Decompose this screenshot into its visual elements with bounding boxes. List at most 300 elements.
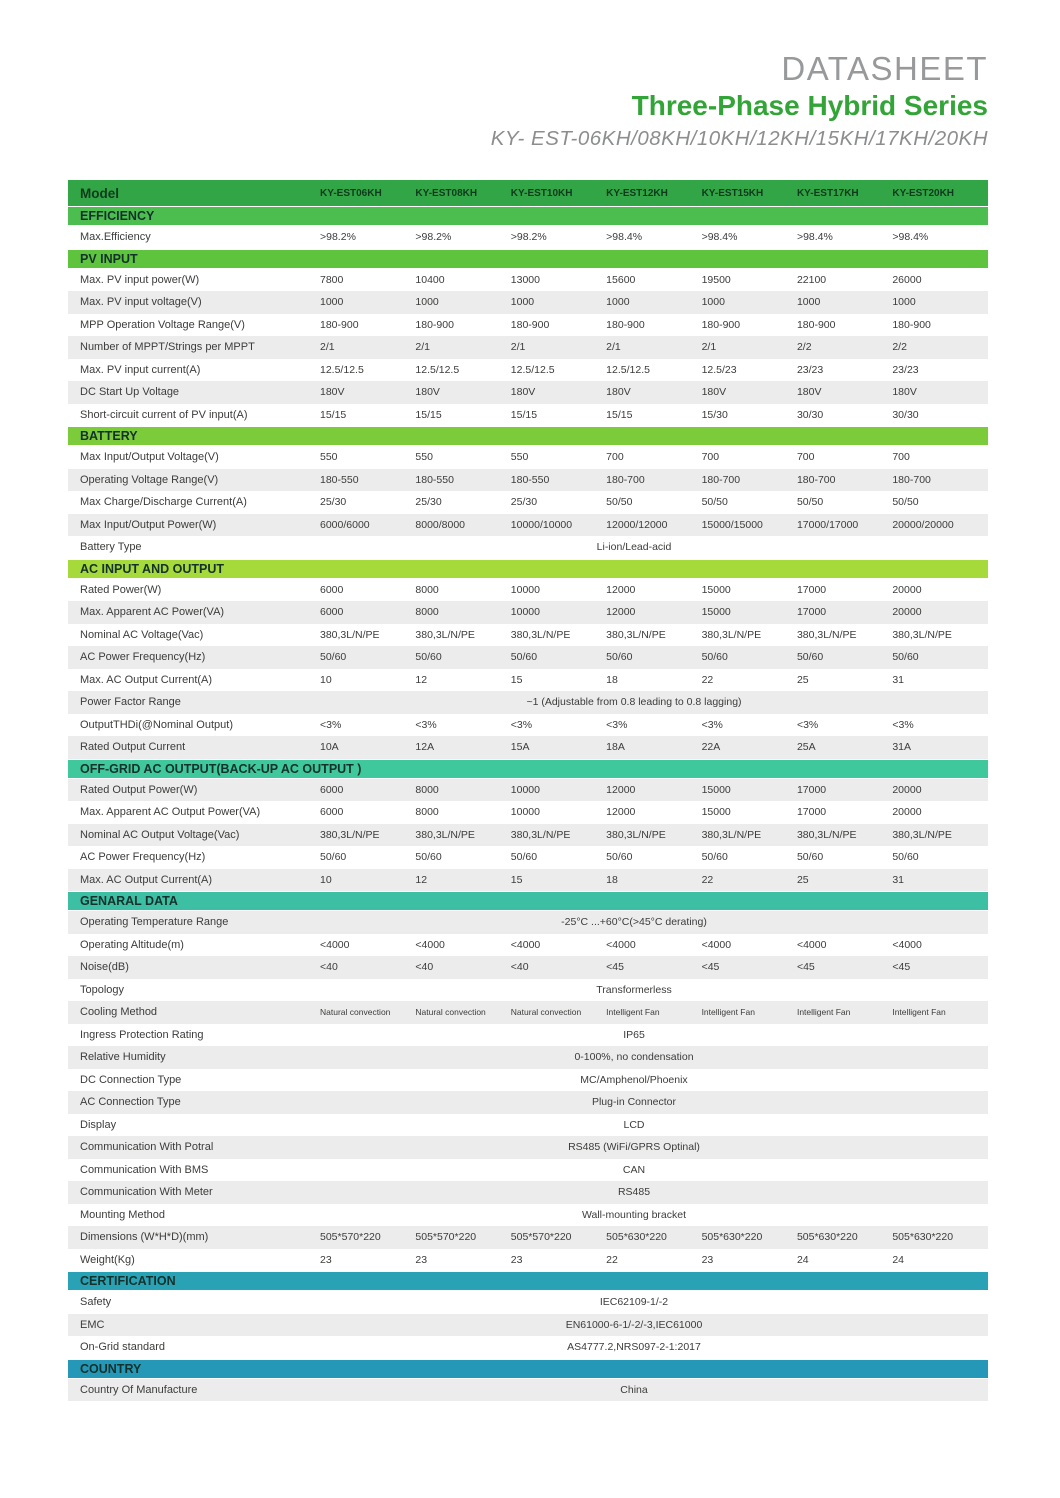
- spec-value: 50/60: [415, 651, 442, 664]
- spec-label: Communication With Potral: [80, 1141, 214, 1154]
- spec-value: 180-900: [510, 318, 550, 331]
- spec-span-value: IP65: [623, 1028, 645, 1041]
- spec-value: 50/60: [701, 651, 728, 664]
- spec-label: Short-circuit current of PV input(A): [80, 408, 248, 421]
- spec-value: Natural convection: [510, 1007, 582, 1018]
- spec-value: 22A: [701, 741, 721, 754]
- spec-value: 505*630*220: [606, 1231, 667, 1244]
- spec-value: 12000: [606, 783, 636, 796]
- spec-label: Max. PV input power(W): [80, 273, 200, 286]
- section-header: GENARAL DATA: [68, 891, 988, 911]
- spec-label: AC Connection Type: [80, 1096, 181, 1109]
- spec-value: 17000: [796, 583, 827, 596]
- spec-value: Intelligent Fan: [892, 1007, 946, 1018]
- spec-label: Operating Altitude(m): [80, 938, 184, 951]
- spec-value: 50/60: [892, 651, 919, 664]
- spec-label: Communication With Meter: [80, 1186, 213, 1199]
- spec-value: 2/1: [415, 341, 430, 354]
- spec-value: 180-900: [796, 318, 836, 331]
- spec-span-value: Wall-mounting bracket: [581, 1208, 687, 1221]
- spec-value: 380,3L/N/PE: [892, 828, 952, 841]
- spec-value: >98.4%: [796, 231, 833, 244]
- spec-value: 8000: [415, 806, 439, 819]
- spec-value: 18A: [606, 741, 625, 754]
- spec-value: 50/60: [510, 851, 538, 864]
- spec-span-value: IEC62109-1/-2: [599, 1296, 669, 1309]
- spec-span-value: RS485 (WiFi/GPRS Optinal): [568, 1141, 700, 1154]
- spec-value: Intelligent Fan: [796, 1007, 851, 1018]
- spec-label: MPP Operation Voltage Range(V): [80, 318, 245, 331]
- spec-value: >98.4%: [892, 231, 929, 244]
- spec-value: 180V: [320, 386, 345, 399]
- spec-value: 22: [701, 673, 714, 686]
- spec-label: DC Start Up Voltage: [80, 386, 180, 399]
- spec-value: 24: [796, 1253, 809, 1266]
- spec-row: [68, 1046, 988, 1069]
- spec-value: 180-900: [606, 318, 645, 331]
- spec-row: [68, 536, 988, 559]
- spec-value: 22: [701, 873, 714, 886]
- model-column-header: KY-EST17KH: [796, 187, 859, 199]
- spec-value: 12.5/23: [701, 363, 737, 376]
- spec-value: 25/30: [510, 496, 538, 509]
- spec-value: 380,3L/N/PE: [701, 828, 762, 841]
- spec-value: >98.4%: [701, 231, 738, 244]
- spec-value: 7800: [320, 273, 344, 286]
- spec-row: [68, 801, 988, 824]
- spec-value: 50/50: [606, 496, 633, 509]
- spec-value: 12.5/12.5: [415, 363, 460, 376]
- spec-span-value: China: [620, 1383, 648, 1396]
- spec-value: 50/60: [606, 851, 633, 864]
- spec-value: 50/60: [415, 851, 442, 864]
- spec-row: [68, 1114, 988, 1137]
- spec-value: 50/60: [320, 851, 347, 864]
- spec-row: [68, 336, 988, 359]
- table-header-row: [68, 180, 988, 206]
- spec-label: On-Grid standard: [80, 1341, 165, 1354]
- spec-value: >98.2%: [415, 231, 452, 244]
- spec-row: [68, 779, 988, 802]
- spec-label: Weight(Kg): [80, 1253, 135, 1266]
- spec-value: 8000: [415, 783, 439, 796]
- spec-value: 380,3L/N/PE: [892, 628, 952, 641]
- spec-value: 380,3L/N/PE: [701, 628, 762, 641]
- spec-label: Operating Temperature Range: [80, 916, 229, 929]
- spec-value: 505*570*220: [415, 1231, 477, 1244]
- spec-span-value: CAN: [622, 1163, 646, 1176]
- spec-value: 12: [415, 673, 428, 686]
- spec-value: 25: [796, 873, 809, 886]
- spec-span-value: RS485: [617, 1186, 651, 1199]
- spec-label: Dimensions (W*H*D)(mm): [80, 1231, 209, 1244]
- spec-label: Max Input/Output Voltage(V): [80, 451, 219, 464]
- spec-label: Rated Output Power(W): [80, 783, 198, 796]
- spec-value: 25A: [796, 741, 816, 754]
- spec-value: <40: [415, 961, 434, 974]
- spec-value: 10400: [415, 273, 445, 286]
- section-header: PV INPUT: [68, 249, 988, 269]
- spec-value: 180-700: [892, 473, 931, 486]
- spec-value: 15000: [701, 806, 731, 819]
- spec-span-value: Plug-in Connector: [591, 1096, 677, 1109]
- model-column-header: KY-EST06KH: [320, 187, 382, 199]
- spec-value: 380,3L/N/PE: [415, 628, 475, 641]
- spec-label: Noise(dB): [80, 961, 129, 974]
- spec-value: 1000: [510, 296, 535, 309]
- spec-row: [68, 1291, 988, 1314]
- spec-row: [68, 314, 988, 337]
- spec-row: [68, 1069, 988, 1092]
- spec-value: 180V: [701, 386, 727, 399]
- spec-row: [68, 646, 988, 669]
- spec-span-value: EN61000-6-1/-2/-3,IEC61000: [565, 1318, 703, 1331]
- spec-value: 15000: [701, 783, 731, 796]
- spec-value: <40: [320, 961, 338, 974]
- spec-value: 12.5/12.5: [320, 363, 364, 376]
- spec-label: Max. Apparent AC Power(VA): [80, 606, 225, 619]
- spec-value: <4000: [510, 938, 541, 951]
- spec-value: <3%: [510, 718, 533, 731]
- spec-value: Natural convection: [415, 1007, 486, 1018]
- spec-value: 380,3L/N/PE: [510, 828, 571, 841]
- spec-value: 30/30: [892, 408, 919, 421]
- spec-value: <3%: [892, 718, 914, 731]
- spec-value: 50/60: [701, 851, 728, 864]
- spec-value: 20000: [892, 583, 922, 596]
- spec-label: Rated Output Current: [80, 741, 186, 754]
- spec-value: 10A: [320, 741, 339, 754]
- spec-value: 180-900: [415, 318, 454, 331]
- spec-value: 15: [510, 673, 523, 686]
- spec-value: 26000: [892, 273, 922, 286]
- spec-value: 505*630*220: [892, 1231, 954, 1244]
- spec-value: 18: [606, 873, 618, 886]
- spec-label: EMC: [80, 1318, 105, 1331]
- spec-value: 8000/8000: [415, 518, 466, 531]
- spec-row: [68, 1226, 988, 1249]
- spec-span-value: Transformerless: [596, 983, 672, 996]
- spec-row: [68, 956, 988, 979]
- spec-value: 50/60: [510, 651, 538, 664]
- spec-label: Power Factor Range: [80, 696, 181, 709]
- spec-label: Topology: [80, 983, 125, 996]
- spec-value: 10000: [510, 783, 540, 796]
- spec-value: 505*570*220: [320, 1231, 381, 1244]
- spec-value: 550: [510, 451, 529, 464]
- spec-value: <45: [892, 961, 911, 974]
- spec-value: 12.5/12.5: [606, 363, 650, 376]
- spec-row: [68, 1249, 988, 1272]
- spec-value: <45: [701, 961, 720, 974]
- spec-value: <3%: [606, 718, 628, 731]
- spec-value: 19500: [701, 273, 731, 286]
- spec-value: 50/50: [892, 496, 919, 509]
- spec-row: [68, 226, 988, 249]
- spec-value: 24: [892, 1253, 905, 1266]
- spec-value: 505*630*220: [796, 1231, 858, 1244]
- spec-value: 50/50: [701, 496, 728, 509]
- spec-value: 2/1: [510, 341, 526, 354]
- spec-value: <4000: [796, 938, 827, 951]
- spec-value: 15/15: [510, 408, 538, 421]
- spec-value: 180-900: [701, 318, 741, 331]
- section-header: AC INPUT AND OUTPUT: [68, 559, 988, 579]
- spec-span-value: LCD: [623, 1118, 645, 1131]
- spec-value: 6000: [320, 583, 344, 596]
- spec-value: 20000: [892, 783, 922, 796]
- spec-value: 15000/15000: [701, 518, 763, 531]
- spec-value: 6000/6000: [320, 518, 370, 531]
- spec-row: [68, 381, 988, 404]
- spec-label: Max. AC Output Current(A): [80, 873, 213, 886]
- spec-label: DC Connection Type: [80, 1073, 182, 1086]
- spec-value: 6000: [320, 606, 344, 619]
- spec-value: 25: [796, 673, 809, 686]
- spec-label: Max Input/Output Power(W): [80, 518, 217, 531]
- spec-row: [68, 601, 988, 624]
- spec-label: Communication With BMS: [80, 1163, 209, 1176]
- spec-span-value: AS4777.2,NRS097-2-1:2017: [567, 1341, 701, 1354]
- spec-value: 23/23: [796, 363, 824, 376]
- spec-value: 180-550: [415, 473, 454, 486]
- spec-value: 12000: [606, 583, 636, 596]
- spec-label: Operating Voltage Range(V): [80, 473, 219, 486]
- spec-value: 700: [701, 451, 720, 464]
- spec-value: 23: [510, 1253, 523, 1266]
- spec-value: 15A: [510, 741, 530, 754]
- spec-row: [68, 514, 988, 537]
- spec-value: 17000/17000: [796, 518, 859, 531]
- spec-value: 15000: [701, 606, 731, 619]
- spec-row: [68, 404, 988, 427]
- spec-value: 17000: [796, 783, 827, 796]
- spec-value: 12000/12000: [606, 518, 668, 531]
- page-header: [0, 0, 1060, 154]
- spec-row: [68, 846, 988, 869]
- spec-value: <45: [606, 961, 624, 974]
- spec-label: Safety: [80, 1296, 112, 1309]
- spec-value: 22: [606, 1253, 618, 1266]
- spec-row: [68, 1001, 988, 1024]
- spec-value: 180-900: [320, 318, 359, 331]
- spec-label: AC Power Frequency(Hz): [80, 851, 206, 864]
- spec-value: 10000: [510, 606, 540, 619]
- spec-value: 1000: [320, 296, 344, 309]
- spec-value: 15/30: [701, 408, 728, 421]
- spec-value: 180V: [415, 386, 440, 399]
- spec-value: >98.2%: [320, 231, 356, 244]
- spec-value: 17000: [796, 606, 827, 619]
- spec-row: [68, 1379, 988, 1402]
- spec-row: [68, 579, 988, 602]
- spec-table: [68, 180, 988, 1401]
- spec-label: Cooling Method: [80, 1006, 158, 1019]
- spec-row: [68, 669, 988, 692]
- spec-value: 8000: [415, 583, 439, 596]
- spec-label: OutputTHDi(@Nominal Output): [80, 718, 233, 731]
- spec-value: 10000: [510, 806, 540, 819]
- spec-value: 2/1: [320, 341, 335, 354]
- spec-value: 50/60: [892, 851, 919, 864]
- spec-value: 17000: [796, 806, 827, 819]
- spec-value: 380,3L/N/PE: [320, 628, 380, 641]
- spec-span-value: 0-100%, no condensation: [574, 1051, 694, 1064]
- spec-value: 50/50: [796, 496, 824, 509]
- spec-value: Intelligent Fan: [701, 1007, 755, 1018]
- spec-value: 380,3L/N/PE: [320, 828, 380, 841]
- spec-value: 380,3L/N/PE: [415, 828, 475, 841]
- datasheet-title: DATASHEET: [781, 50, 988, 87]
- spec-row: [68, 1314, 988, 1337]
- spec-value: <3%: [320, 718, 342, 731]
- series-title: Three-Phase Hybrid Series: [631, 90, 988, 121]
- spec-value: >98.4%: [606, 231, 643, 244]
- spec-row: [68, 1204, 988, 1227]
- spec-row: [68, 291, 988, 314]
- spec-value: 2/2: [892, 341, 907, 354]
- spec-row: [68, 911, 988, 934]
- spec-value: 50/60: [796, 651, 824, 664]
- spec-value: 380,3L/N/PE: [796, 628, 857, 641]
- spec-value: 1000: [892, 296, 916, 309]
- spec-row: [68, 736, 988, 759]
- model-header-label: Model: [80, 185, 119, 201]
- spec-value: 10000/10000: [510, 518, 573, 531]
- spec-value: 20000/20000: [892, 518, 954, 531]
- spec-value: 6000: [320, 806, 344, 819]
- model-column-header: KY-EST15KH: [701, 187, 764, 199]
- spec-row: [68, 714, 988, 737]
- spec-span-value: ~1 (Adjustable from 0.8 leading to 0.8 lagging): [526, 696, 742, 709]
- spec-row: [68, 1159, 988, 1182]
- spec-value: 15000: [701, 583, 731, 596]
- spec-value: 12A: [415, 741, 435, 754]
- spec-value: 50/60: [606, 651, 633, 664]
- spec-value: 12000: [606, 606, 636, 619]
- section-header: COUNTRY: [68, 1359, 988, 1379]
- spec-value: 23: [320, 1253, 332, 1266]
- spec-value: 1000: [606, 296, 630, 309]
- spec-label: Mounting Method: [80, 1208, 165, 1221]
- spec-value: 700: [606, 451, 624, 464]
- spec-value: 31: [892, 673, 905, 686]
- spec-row: [68, 359, 988, 382]
- spec-value: 700: [892, 451, 910, 464]
- spec-value: <45: [796, 961, 815, 974]
- spec-label: Max.Efficiency: [80, 231, 151, 244]
- spec-value: <4000: [415, 938, 445, 951]
- spec-value: 25/30: [415, 496, 442, 509]
- spec-value: 180-700: [796, 473, 836, 486]
- spec-value: 12000: [606, 806, 636, 819]
- spec-value: 13000: [510, 273, 540, 286]
- spec-value: 31A: [892, 741, 912, 754]
- section-header: CERTIFICATION: [68, 1271, 988, 1291]
- spec-label: Max. PV input current(A): [80, 363, 201, 376]
- spec-value: 180-700: [701, 473, 741, 486]
- spec-value: <3%: [415, 718, 437, 731]
- section-header: OFF-GRID AC OUTPUT(BACK-UP AC OUTPUT ): [68, 759, 988, 779]
- spec-value: 2/2: [796, 341, 812, 354]
- spec-row: [68, 691, 988, 714]
- spec-row: [68, 824, 988, 847]
- spec-row: [68, 269, 988, 292]
- spec-row: [68, 624, 988, 647]
- spec-row: [68, 934, 988, 957]
- spec-value: <40: [510, 961, 529, 974]
- spec-value: 550: [415, 451, 433, 464]
- spec-value: 380,3L/N/PE: [510, 628, 571, 641]
- spec-value: 1000: [701, 296, 725, 309]
- spec-label: Max. Apparent AC Output Power(VA): [80, 806, 261, 819]
- spec-value: >98.2%: [510, 231, 547, 244]
- spec-value: 23: [701, 1253, 714, 1266]
- model-column-header: KY-EST20KH: [892, 187, 955, 199]
- spec-value: 15: [510, 873, 523, 886]
- spec-value: 25/30: [320, 496, 347, 509]
- spec-value: 380,3L/N/PE: [796, 828, 857, 841]
- spec-value: 505*630*220: [701, 1231, 763, 1244]
- spec-row: [68, 869, 988, 892]
- spec-value: 50/60: [796, 851, 824, 864]
- spec-row: [68, 1024, 988, 1047]
- spec-value: 31: [892, 873, 905, 886]
- spec-label: Battery Type: [80, 541, 142, 554]
- spec-value: 23/23: [892, 363, 919, 376]
- spec-label: Max. AC Output Current(A): [80, 673, 213, 686]
- spec-row: [68, 1336, 988, 1359]
- spec-value: 10: [320, 673, 332, 686]
- spec-value: Intelligent Fan: [606, 1007, 660, 1018]
- spec-row: [68, 1181, 988, 1204]
- spec-value: <4000: [701, 938, 732, 951]
- spec-value: 18: [606, 673, 618, 686]
- spec-label: Max. PV input voltage(V): [80, 296, 202, 309]
- spec-span-value: -25°C ...+60°C(>45°C derating): [561, 916, 707, 929]
- spec-value: <3%: [796, 718, 819, 731]
- spec-row: [68, 446, 988, 469]
- spec-value: 50/60: [320, 651, 347, 664]
- spec-value: 22100: [796, 273, 827, 286]
- spec-value: 180-550: [510, 473, 550, 486]
- spec-label: Nominal AC Output Voltage(Vac): [80, 828, 240, 841]
- spec-value: <4000: [892, 938, 922, 951]
- spec-value: 380,3L/N/PE: [606, 628, 666, 641]
- model-column-header: KY-EST10KH: [510, 187, 573, 199]
- spec-row: [68, 1091, 988, 1114]
- spec-label: Nominal AC Voltage(Vac): [80, 628, 204, 641]
- spec-value: 1000: [415, 296, 439, 309]
- spec-label: Country Of Manufacture: [80, 1383, 198, 1396]
- spec-value: 6000: [320, 783, 344, 796]
- spec-label: Relative Humidity: [80, 1051, 166, 1064]
- spec-value: 180V: [796, 386, 822, 399]
- spec-value: 1000: [796, 296, 821, 309]
- spec-value: 2/1: [606, 341, 621, 354]
- spec-label: Display: [80, 1118, 117, 1131]
- model-column-header: KY-EST08KH: [415, 187, 478, 199]
- spec-row: [68, 1136, 988, 1159]
- section-header: EFFICIENCY: [68, 206, 988, 226]
- spec-label: Max Charge/Discharge Current(A): [80, 496, 247, 509]
- spec-label: Ingress Protection Rating: [80, 1028, 204, 1041]
- spec-value: 23: [415, 1253, 428, 1266]
- spec-value: Natural convection: [320, 1007, 391, 1018]
- model-column-header: KY-EST12KH: [606, 187, 668, 199]
- spec-value: 10000: [510, 583, 540, 596]
- spec-value: 550: [320, 451, 338, 464]
